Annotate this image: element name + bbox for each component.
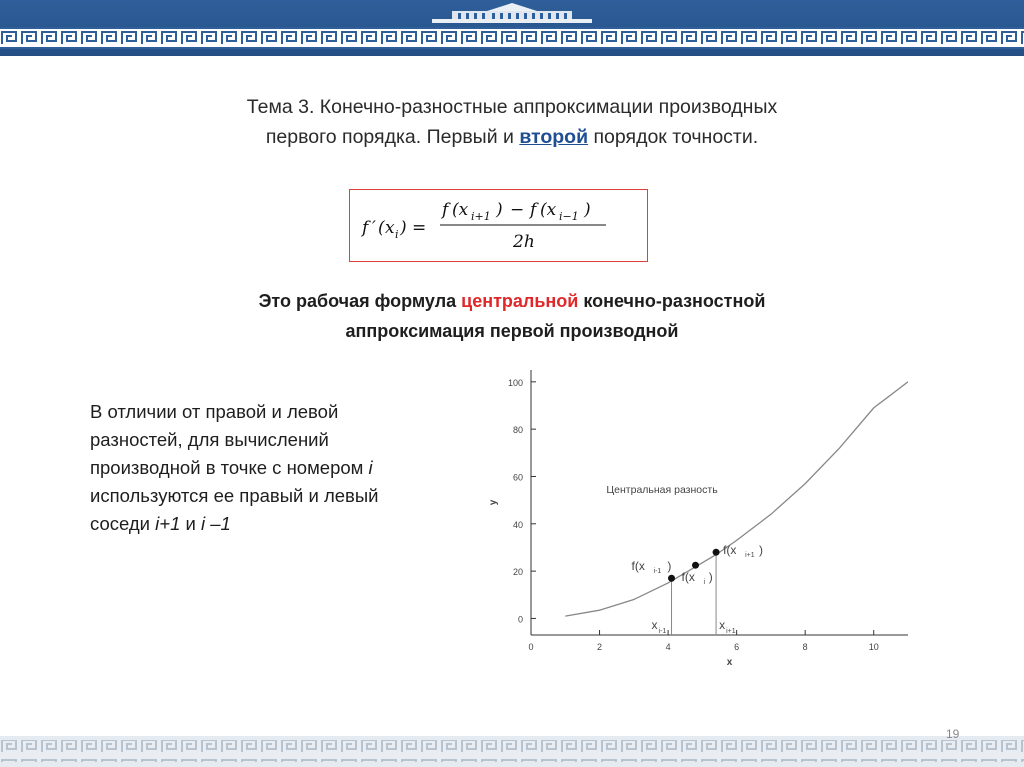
formula-lhs-prime: ′ <box>372 218 376 238</box>
meander-border-bottom <box>0 736 1024 767</box>
title-line-2-start: первого порядка. Первый и <box>265 126 520 148</box>
numerator-f1: f <box>442 200 449 220</box>
y-tick-label: 0 <box>517 614 523 625</box>
para-line-2: разностей, для вычислений <box>90 429 329 450</box>
title-line-1: Тема 3. Конечно-разностные аппроксимации производных <box>246 96 778 118</box>
point-label-main: f(x <box>723 543 737 558</box>
para-line-5-text: соседи <box>90 513 156 534</box>
x-tick-label: 0 <box>528 642 534 652</box>
formula-lhs-close: ) <box>400 218 407 238</box>
x-tick-label: 10 <box>868 642 879 652</box>
numerator-minus: − <box>510 200 525 220</box>
denominator: 2h <box>513 232 535 252</box>
para-line-5-mid: и <box>180 513 201 534</box>
formula-lhs-open: ( <box>378 218 385 238</box>
y-tick-label: 40 <box>512 519 523 530</box>
x-tick-label: 6 <box>734 642 740 652</box>
y-tick-label: 20 <box>512 567 523 578</box>
vline-label-main: x <box>719 618 726 632</box>
meander-border-top <box>0 27 1024 49</box>
building-emblem-icon <box>432 2 592 24</box>
formula-lhs-f: f <box>362 218 369 238</box>
chart-annotation: Центральная разность <box>606 484 718 497</box>
central-difference-formula <box>350 190 649 263</box>
para-line-1: В отличии от правой и левой <box>90 401 339 422</box>
title-line-2 <box>110 122 914 152</box>
numerator-x1: (x <box>452 200 469 220</box>
point-label-sub: i <box>703 579 706 587</box>
x-tick-label: 4 <box>665 642 671 652</box>
numerator-sub1: i+1 <box>471 210 491 223</box>
data-point <box>713 549 720 556</box>
numerator-sub2: i−1 <box>559 210 579 223</box>
y-tick-label: 80 <box>512 425 523 436</box>
numerator-close2: ) <box>584 200 591 220</box>
explanation-paragraph <box>90 398 470 538</box>
caption-line-1 <box>150 286 874 316</box>
numerator-f2: f <box>530 200 537 220</box>
point-label-sub: i+1 <box>745 552 755 560</box>
curve-line <box>565 382 908 616</box>
title-highlight: второй <box>519 126 589 148</box>
numerator-x2: (x <box>540 200 557 220</box>
caption-highlight: центральной <box>461 291 579 311</box>
point-label-close: ) <box>708 570 713 585</box>
page-number: 19 <box>946 727 960 741</box>
x-axis-label: x <box>726 657 733 668</box>
data-point <box>692 562 699 569</box>
formula-caption <box>150 286 874 346</box>
y-tick-label: 100 <box>507 377 523 388</box>
para-index-i: i <box>368 457 373 478</box>
point-label-main: f(x <box>631 559 645 574</box>
caption-line-1-end: конечно-разностной <box>578 291 766 311</box>
para-line-3-text: производной в точке с номером <box>90 457 369 478</box>
para-line-4: используются ее правый и левый <box>90 485 379 506</box>
para-line-3 <box>90 454 470 482</box>
para-line-5 <box>90 510 470 538</box>
formula-lhs-sub: i <box>395 228 399 241</box>
header-band <box>0 0 1024 56</box>
formula-equals: = <box>412 218 427 238</box>
y-axis-label: y <box>488 499 499 506</box>
x-tick-label: 2 <box>597 642 603 652</box>
point-label-close: ) <box>667 559 672 574</box>
caption-line-2: аппроксимация первой производной <box>345 321 679 341</box>
vline-label-sub: i-1 <box>658 628 667 635</box>
point-label-sub: i-1 <box>653 568 662 576</box>
point-label-main: f(x <box>681 570 695 585</box>
title-line-2-end: порядок точности. <box>588 126 759 148</box>
central-difference-chart <box>478 365 908 685</box>
numerator-close1: ) <box>496 200 503 220</box>
data-point <box>668 575 675 582</box>
x-tick-label: 8 <box>802 642 808 652</box>
vline-label-sub: i+1 <box>726 628 736 635</box>
caption-line-1-start: Это рабочая формула <box>258 291 462 311</box>
para-index-i-minus-1: i –1 <box>200 513 231 534</box>
y-tick-label: 60 <box>512 472 523 483</box>
slide-title <box>110 92 914 152</box>
point-label-close: ) <box>758 543 763 558</box>
formula-lhs-x: x <box>385 218 395 238</box>
formula-box <box>349 189 648 262</box>
para-index-i-plus-1: i+1 <box>155 513 181 534</box>
vline-label-main: x <box>651 618 658 632</box>
